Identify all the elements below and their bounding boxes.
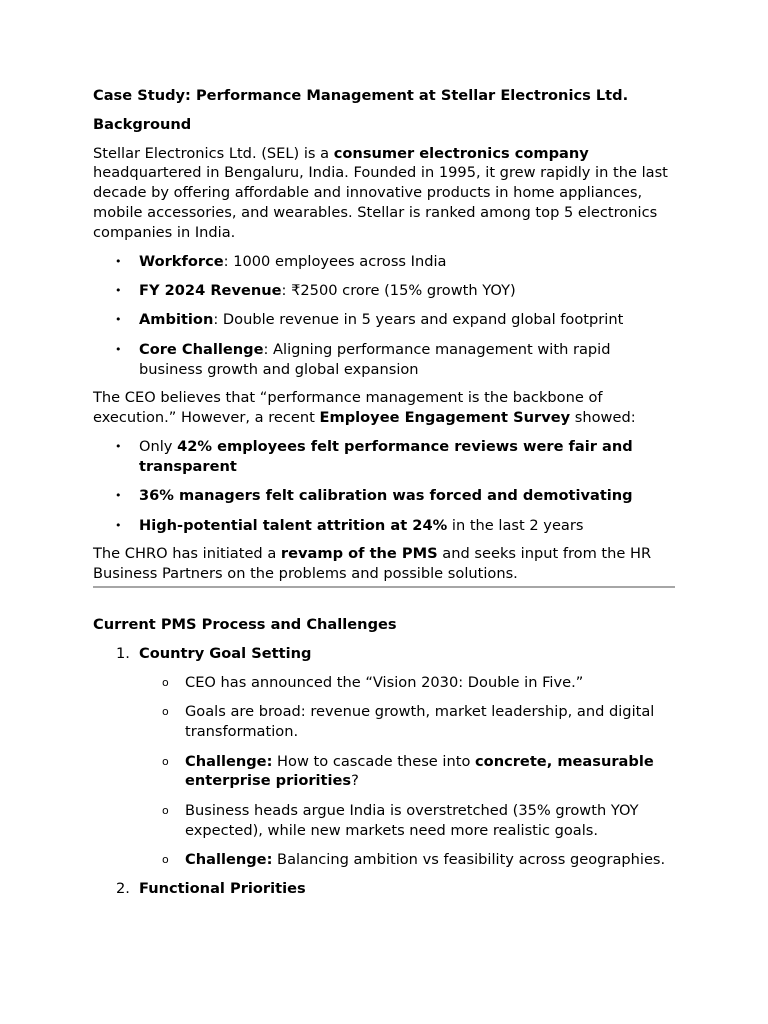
circle-bullet-icon: o (162, 853, 169, 867)
detail-broad-goals: o Goals are broad: revenue growth, market leadership, and digital transformation. (162, 703, 655, 741)
bullet-icon: • (115, 518, 122, 532)
bullet-icon: • (115, 489, 122, 503)
circle-bullet-icon: o (162, 705, 169, 719)
step-number: 2. (116, 880, 130, 898)
circle-bullet-icon: o (162, 754, 169, 768)
fact-core-challenge: • Core Challenge: Aligning performance management with rapid business growth and global expansion (115, 340, 611, 378)
fact-revenue: • FY 2024 Revenue: ₹2500 crore (15% growth YOY) (115, 281, 516, 299)
step-title: Functional Priorities (139, 880, 306, 898)
step-details-list (139, 673, 678, 870)
step-number: 1. (116, 644, 130, 662)
survey-item-attrition: • High-potential talent attrition at 24% in the last 2 years (115, 516, 584, 534)
step-functional-priorities (93, 879, 678, 899)
detail-ambition-challenge: o Challenge: Balancing ambition vs feasibility across geographies. (162, 851, 666, 869)
fact-ambition: • Ambition: Double revenue in 5 years and expand global footprint (115, 311, 624, 329)
step-country-goal-setting (93, 644, 678, 870)
survey-item-fairness: • Only 42% employees felt performance reviews were fair and transparent (115, 437, 633, 475)
fact-workforce: • Workforce: 1000 employees across India (115, 252, 447, 270)
circle-bullet-icon: o (162, 676, 169, 690)
background-heading: Background (93, 115, 192, 133)
horizontal-divider (93, 586, 675, 588)
survey-results-list (93, 437, 678, 535)
pms-steps-list (93, 644, 678, 900)
document-page (93, 86, 678, 909)
detail-cascade-challenge: o Challenge: How to cascade these into concrete, measurable enterprise priorities? (162, 752, 654, 790)
circle-bullet-icon: o (162, 803, 169, 817)
detail-india-overstretched: o Business heads argue India is overstretched (35% growth YOY expected), while new markets need more realistic goals. (162, 801, 639, 839)
bullet-icon: • (115, 283, 122, 297)
document-title: Case Study: Performance Management at Stellar Electronics Ltd. (93, 87, 629, 104)
bullet-icon: • (115, 254, 122, 268)
bullet-icon: • (115, 342, 122, 356)
detail-vision: o CEO has announced the “Vision 2030: Double in Five.” (162, 674, 584, 692)
background-intro: Stellar Electronics Ltd. (SEL) is a consumer electronics company headquartered in Bengaluru, India. Founded in 1995, it grew rapidly in the last decade by offering affordable and innovative products in home appliances, mobile accessories, and wearables. Stellar is ranked among top 5 electronics companies in India. (93, 144, 668, 241)
bullet-icon: • (115, 439, 122, 453)
survey-item-calibration: • 36% managers felt calibration was forced and demotivating (115, 487, 633, 505)
company-facts-list (93, 252, 678, 380)
chro-initiative: The CHRO has initiated a revamp of the PMS and seeks input from the HR Business Partners on the problems and possible solutions. (93, 545, 652, 583)
step-title: Country Goal Setting (139, 644, 312, 662)
ceo-statement: The CEO believes that “performance management is the backbone of execution.” However, a recent Employee Engagement Survey showed: (93, 389, 636, 427)
bullet-icon: • (115, 313, 122, 327)
current-pms-heading: Current PMS Process and Challenges (93, 615, 397, 633)
